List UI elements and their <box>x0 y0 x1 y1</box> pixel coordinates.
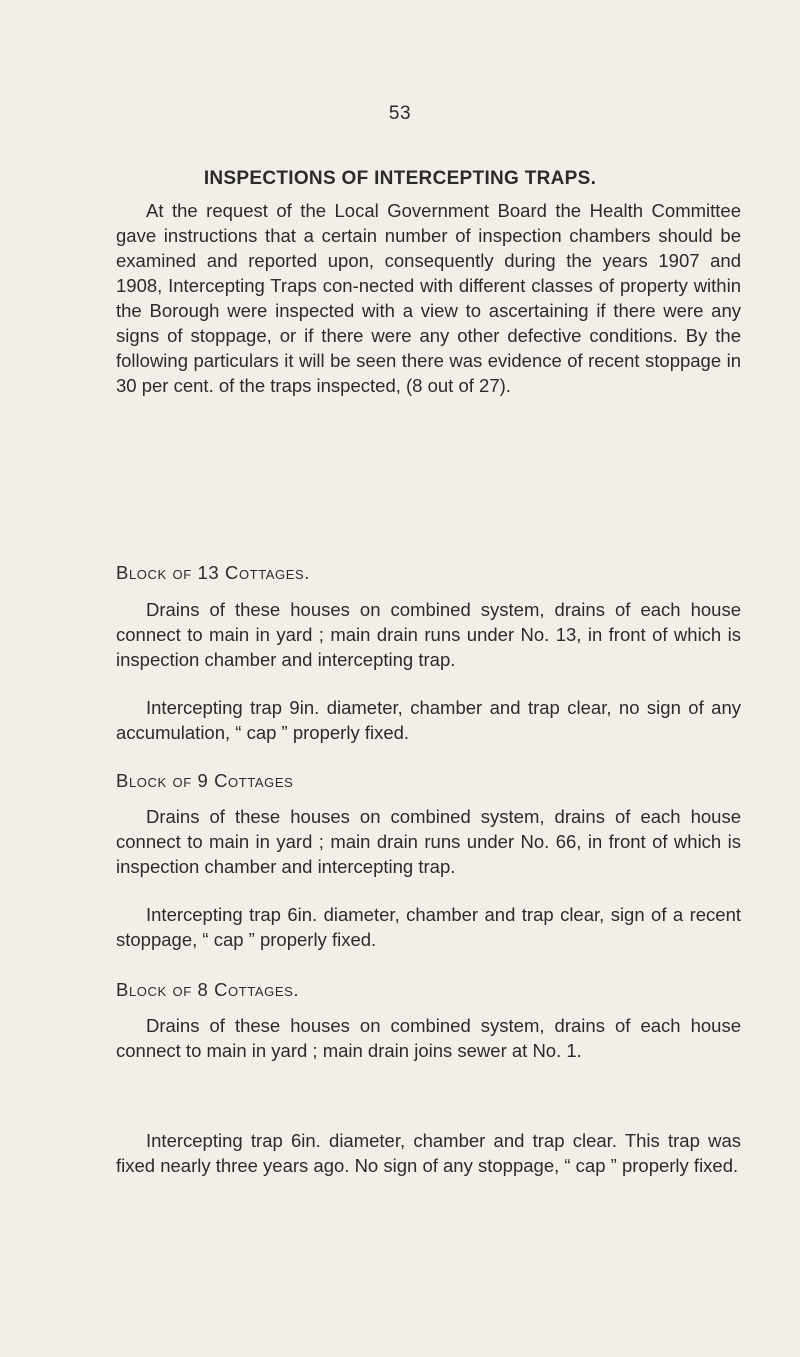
section-block-9-drains: Drains of these houses on combined system, drains of each house connect to main in yard ; main drain runs under No. 66, in front of which is inspection chamber and intercepting trap. <box>116 806 741 877</box>
section-block-8-drains: Drains of these houses on combined system, drains of each house connect to main in yard ; main drain joins sewer at No. 1. <box>116 1015 741 1061</box>
section-block-13-drains: Drains of these houses on combined system, drains of each house connect to main in yard ; main drain runs under No. 13, in front of which is inspection chamber and intercepting trap. <box>116 599 741 670</box>
section-block-13-trap: Intercepting trap 9in. diameter, chamber and trap clear, no sign of any accumulation, “ cap ” properly fixed. <box>116 697 741 743</box>
section-heading-block-8: Block of 8 Cottages. <box>116 979 300 1000</box>
section-heading-block-9: Block of 9 Cottages <box>116 770 294 791</box>
page-number: 53 <box>388 103 412 124</box>
section-block-9-trap: Intercepting trap 6in. diameter, chamber and trap clear, sign of a recent stoppage, “ cap ” properly fixed. <box>116 904 741 950</box>
section-block-8-trap: Intercepting trap 6in. diameter, chamber and trap clear. This trap was fixed nearly three years ago. No sign of any stoppage, “ cap ” properly fixed. <box>116 1130 741 1176</box>
page-title: INSPECTIONS OF INTERCEPTING TRAPS. <box>203 168 597 189</box>
section-heading-block-13: Block of 13 Cottages. <box>116 562 311 583</box>
intro-paragraph: At the request of the Local Government Board the Health Committee gave instructions that a certain number of inspection chambers should be examined and reported upon, consequently during the years 1907 and 1908, Intercepting Traps con-nected with different classes of property within the Borough were inspected with a view to ascertaining if there were any signs of stoppage, or if there were any other defective conditions. By the following particulars it will be seen there was evidence of recent stoppage in 30 per cent. of the traps inspected, (8 out of 27). <box>116 200 741 396</box>
